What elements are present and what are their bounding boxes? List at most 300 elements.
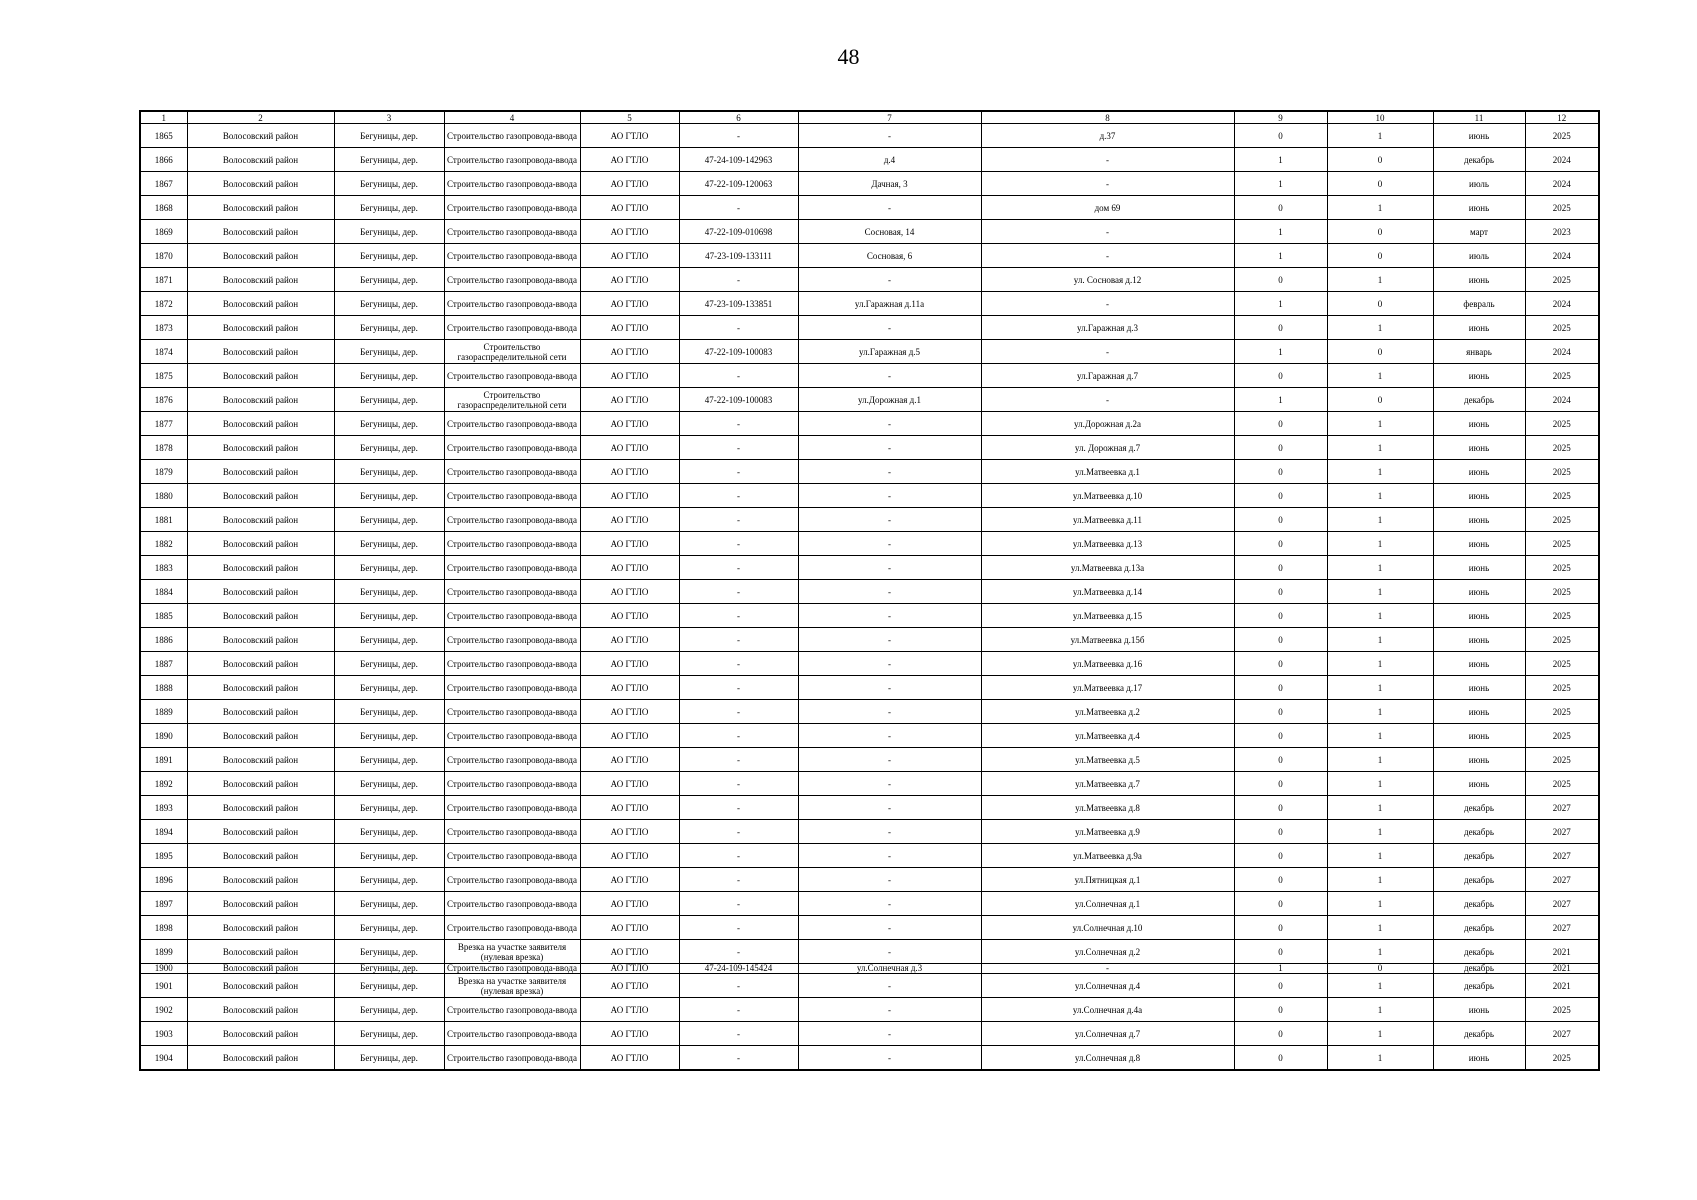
table-row xyxy=(140,244,1599,268)
cell-count-a: 0 xyxy=(1234,652,1327,676)
cell-count-b: 1 xyxy=(1327,974,1433,998)
cell-application-number: - xyxy=(679,316,798,340)
cell-work-type: Строительство газораспределительной сети xyxy=(444,340,580,364)
cell-application-number: - xyxy=(679,700,798,724)
cell-year: 2025 xyxy=(1525,700,1599,724)
table-row xyxy=(140,388,1599,412)
cell-row-number: 1904 xyxy=(140,1046,187,1071)
cell-year: 2027 xyxy=(1525,916,1599,940)
cell-district: Волосовский район xyxy=(187,580,334,604)
table-row xyxy=(140,652,1599,676)
cell-count-a: 1 xyxy=(1234,340,1327,364)
cell-application-number: 47-22-109-100083 xyxy=(679,340,798,364)
cell-settlement: Бегуницы, дер. xyxy=(334,292,444,316)
cell-application-number: - xyxy=(679,892,798,916)
column-header-4: 4 xyxy=(444,111,580,124)
cell-count-a: 1 xyxy=(1234,964,1327,974)
cell-district: Волосовский район xyxy=(187,244,334,268)
cell-application-number: - xyxy=(679,724,798,748)
cell-count-a: 0 xyxy=(1234,940,1327,964)
cell-organization: АО ГТЛО xyxy=(580,676,679,700)
cell-district: Волосовский район xyxy=(187,796,334,820)
cell-organization: АО ГТЛО xyxy=(580,772,679,796)
cell-address-planned: ул.Солнечная д.4 xyxy=(981,974,1234,998)
cell-address-planned: д.37 xyxy=(981,124,1234,148)
cell-application-number: - xyxy=(679,998,798,1022)
cell-address-planned: ул.Солнечная д.2 xyxy=(981,940,1234,964)
cell-count-b: 1 xyxy=(1327,652,1433,676)
table-row xyxy=(140,412,1599,436)
cell-organization: АО ГТЛО xyxy=(580,652,679,676)
table-row xyxy=(140,316,1599,340)
cell-row-number: 1871 xyxy=(140,268,187,292)
cell-district: Волосовский район xyxy=(187,292,334,316)
cell-address-planned: - xyxy=(981,172,1234,196)
cell-application-number: - xyxy=(679,508,798,532)
cell-row-number: 1884 xyxy=(140,580,187,604)
cell-district: Волосовский район xyxy=(187,844,334,868)
cell-count-a: 0 xyxy=(1234,556,1327,580)
column-header-5: 5 xyxy=(580,111,679,124)
cell-work-type: Строительство газопровода-ввода xyxy=(444,580,580,604)
cell-work-type: Строительство газопровода-ввода xyxy=(444,148,580,172)
cell-address-applied: - xyxy=(798,892,981,916)
table-row xyxy=(140,916,1599,940)
cell-application-number: - xyxy=(679,196,798,220)
cell-district: Волосовский район xyxy=(187,916,334,940)
cell-year: 2023 xyxy=(1525,220,1599,244)
cell-application-number: - xyxy=(679,940,798,964)
cell-work-type: Строительство газопровода-ввода xyxy=(444,628,580,652)
cell-district: Волосовский район xyxy=(187,532,334,556)
cell-count-a: 1 xyxy=(1234,244,1327,268)
cell-address-applied: - xyxy=(798,460,981,484)
cell-count-b: 1 xyxy=(1327,556,1433,580)
table-row xyxy=(140,700,1599,724)
cell-count-b: 1 xyxy=(1327,580,1433,604)
cell-count-b: 1 xyxy=(1327,820,1433,844)
cell-settlement: Бегуницы, дер. xyxy=(334,580,444,604)
cell-settlement: Бегуницы, дер. xyxy=(334,460,444,484)
cell-work-type: Строительство газопровода-ввода xyxy=(444,556,580,580)
cell-organization: АО ГТЛО xyxy=(580,1046,679,1071)
cell-organization: АО ГТЛО xyxy=(580,604,679,628)
cell-count-b: 0 xyxy=(1327,244,1433,268)
cell-application-number: - xyxy=(679,628,798,652)
cell-settlement: Бегуницы, дер. xyxy=(334,676,444,700)
cell-district: Волосовский район xyxy=(187,1046,334,1071)
cell-address-planned: ул.Матвеевка д.16 xyxy=(981,652,1234,676)
cell-work-type: Строительство газопровода-ввода xyxy=(444,748,580,772)
cell-count-b: 1 xyxy=(1327,604,1433,628)
cell-application-number: 47-22-109-120063 xyxy=(679,172,798,196)
cell-settlement: Бегуницы, дер. xyxy=(334,892,444,916)
cell-work-type: Строительство газопровода-ввода xyxy=(444,484,580,508)
cell-application-number: - xyxy=(679,124,798,148)
table-header-row xyxy=(140,111,1599,124)
table-row xyxy=(140,820,1599,844)
cell-count-a: 0 xyxy=(1234,998,1327,1022)
cell-organization: АО ГТЛО xyxy=(580,172,679,196)
cell-organization: АО ГТЛО xyxy=(580,196,679,220)
cell-district: Волосовский район xyxy=(187,892,334,916)
cell-district: Волосовский район xyxy=(187,364,334,388)
cell-application-number: - xyxy=(679,1022,798,1046)
cell-count-b: 1 xyxy=(1327,772,1433,796)
cell-year: 2025 xyxy=(1525,268,1599,292)
cell-district: Волосовский район xyxy=(187,556,334,580)
page-number: 48 xyxy=(837,44,860,69)
cell-organization: АО ГТЛО xyxy=(580,148,679,172)
cell-settlement: Бегуницы, дер. xyxy=(334,340,444,364)
cell-settlement: Бегуницы, дер. xyxy=(334,844,444,868)
cell-application-number: 47-23-109-133851 xyxy=(679,292,798,316)
cell-organization: АО ГТЛО xyxy=(580,796,679,820)
table-row xyxy=(140,340,1599,364)
cell-address-applied: - xyxy=(798,604,981,628)
cell-month: июнь xyxy=(1433,268,1525,292)
cell-month: декабрь xyxy=(1433,796,1525,820)
cell-row-number: 1900 xyxy=(140,964,187,974)
cell-district: Волосовский район xyxy=(187,700,334,724)
table-row xyxy=(140,292,1599,316)
cell-organization: АО ГТЛО xyxy=(580,580,679,604)
cell-work-type: Строительство газопровода-ввода xyxy=(444,844,580,868)
cell-district: Волосовский район xyxy=(187,388,334,412)
cell-organization: АО ГТЛО xyxy=(580,508,679,532)
cell-count-a: 0 xyxy=(1234,196,1327,220)
cell-application-number: - xyxy=(679,652,798,676)
cell-address-planned: ул.Солнечная д.7 xyxy=(981,1022,1234,1046)
cell-settlement: Бегуницы, дер. xyxy=(334,244,444,268)
cell-address-planned: ул.Матвеевка д.11 xyxy=(981,508,1234,532)
cell-application-number: - xyxy=(679,436,798,460)
cell-row-number: 1896 xyxy=(140,868,187,892)
cell-settlement: Бегуницы, дер. xyxy=(334,820,444,844)
cell-address-planned: ул. Дорожная д.7 xyxy=(981,436,1234,460)
cell-work-type: Строительство газопровода-ввода xyxy=(444,508,580,532)
cell-organization: АО ГТЛО xyxy=(580,268,679,292)
cell-count-b: 1 xyxy=(1327,916,1433,940)
cell-count-b: 1 xyxy=(1327,268,1433,292)
cell-application-number: - xyxy=(679,796,798,820)
table-row xyxy=(140,364,1599,388)
cell-count-b: 1 xyxy=(1327,700,1433,724)
cell-year: 2025 xyxy=(1525,724,1599,748)
cell-count-b: 0 xyxy=(1327,292,1433,316)
cell-settlement: Бегуницы, дер. xyxy=(334,700,444,724)
column-header-6: 6 xyxy=(679,111,798,124)
cell-work-type: Строительство газопровода-ввода xyxy=(444,1022,580,1046)
cell-district: Волосовский район xyxy=(187,460,334,484)
cell-row-number: 1866 xyxy=(140,148,187,172)
cell-month: июль xyxy=(1433,244,1525,268)
cell-address-applied: ул.Гаражная д.11а xyxy=(798,292,981,316)
cell-row-number: 1880 xyxy=(140,484,187,508)
cell-address-planned: - xyxy=(981,292,1234,316)
cell-address-applied: ул.Дорожная д.1 xyxy=(798,388,981,412)
cell-organization: АО ГТЛО xyxy=(580,436,679,460)
cell-application-number: - xyxy=(679,484,798,508)
cell-address-applied: - xyxy=(798,628,981,652)
cell-organization: АО ГТЛО xyxy=(580,316,679,340)
cell-application-number: 47-22-109-010698 xyxy=(679,220,798,244)
column-header-9: 9 xyxy=(1234,111,1327,124)
cell-count-b: 1 xyxy=(1327,892,1433,916)
cell-row-number: 1876 xyxy=(140,388,187,412)
cell-month: декабрь xyxy=(1433,964,1525,974)
cell-count-b: 1 xyxy=(1327,412,1433,436)
cell-count-b: 1 xyxy=(1327,676,1433,700)
cell-work-type: Строительство газопровода-ввода xyxy=(444,998,580,1022)
cell-count-a: 0 xyxy=(1234,460,1327,484)
cell-count-b: 1 xyxy=(1327,796,1433,820)
cell-year: 2021 xyxy=(1525,974,1599,998)
cell-year: 2024 xyxy=(1525,244,1599,268)
table-row xyxy=(140,484,1599,508)
cell-month: декабрь xyxy=(1433,148,1525,172)
cell-settlement: Бегуницы, дер. xyxy=(334,436,444,460)
cell-address-applied: - xyxy=(798,268,981,292)
cell-organization: АО ГТЛО xyxy=(580,628,679,652)
cell-organization: АО ГТЛО xyxy=(580,292,679,316)
table-row xyxy=(140,1022,1599,1046)
cell-count-a: 0 xyxy=(1234,364,1327,388)
cell-row-number: 1865 xyxy=(140,124,187,148)
cell-address-planned: ул.Матвеевка д.15 xyxy=(981,604,1234,628)
cell-row-number: 1885 xyxy=(140,604,187,628)
cell-count-b: 0 xyxy=(1327,964,1433,974)
cell-settlement: Бегуницы, дер. xyxy=(334,532,444,556)
cell-count-a: 0 xyxy=(1234,916,1327,940)
cell-row-number: 1899 xyxy=(140,940,187,964)
cell-month: июнь xyxy=(1433,460,1525,484)
cell-count-a: 1 xyxy=(1234,292,1327,316)
cell-address-applied: ул.Солнечная д.3 xyxy=(798,964,981,974)
cell-month: июнь xyxy=(1433,124,1525,148)
column-header-7: 7 xyxy=(798,111,981,124)
cell-count-b: 0 xyxy=(1327,388,1433,412)
cell-district: Волосовский район xyxy=(187,724,334,748)
cell-address-planned: ул.Солнечная д.1 xyxy=(981,892,1234,916)
cell-count-a: 0 xyxy=(1234,748,1327,772)
cell-row-number: 1895 xyxy=(140,844,187,868)
cell-work-type: Строительство газопровода-ввода xyxy=(444,868,580,892)
cell-work-type: Строительство газопровода-ввода xyxy=(444,460,580,484)
column-header-12: 12 xyxy=(1525,111,1599,124)
cell-count-b: 1 xyxy=(1327,196,1433,220)
cell-address-applied: - xyxy=(798,844,981,868)
cell-district: Волосовский район xyxy=(187,820,334,844)
cell-address-applied: - xyxy=(798,364,981,388)
cell-address-planned: - xyxy=(981,220,1234,244)
cell-year: 2025 xyxy=(1525,412,1599,436)
cell-address-applied: - xyxy=(798,940,981,964)
cell-count-a: 0 xyxy=(1234,124,1327,148)
table-row xyxy=(140,436,1599,460)
cell-count-a: 0 xyxy=(1234,316,1327,340)
cell-district: Волосовский район xyxy=(187,604,334,628)
cell-row-number: 1903 xyxy=(140,1022,187,1046)
cell-address-planned: ул.Гаражная д.3 xyxy=(981,316,1234,340)
table-row xyxy=(140,628,1599,652)
cell-address-planned: ул.Солнечная д.10 xyxy=(981,916,1234,940)
cell-row-number: 1877 xyxy=(140,412,187,436)
cell-address-applied: - xyxy=(798,196,981,220)
cell-application-number: - xyxy=(679,868,798,892)
cell-settlement: Бегуницы, дер. xyxy=(334,316,444,340)
table-row xyxy=(140,1046,1599,1071)
column-header-2: 2 xyxy=(187,111,334,124)
cell-month: декабрь xyxy=(1433,388,1525,412)
cell-application-number: - xyxy=(679,556,798,580)
cell-settlement: Бегуницы, дер. xyxy=(334,148,444,172)
cell-year: 2024 xyxy=(1525,148,1599,172)
cell-organization: АО ГТЛО xyxy=(580,964,679,974)
cell-district: Волосовский район xyxy=(187,484,334,508)
cell-month: июнь xyxy=(1433,316,1525,340)
cell-application-number: 47-22-109-100083 xyxy=(679,388,798,412)
cell-row-number: 1879 xyxy=(140,460,187,484)
table-row xyxy=(140,998,1599,1022)
cell-address-planned: - xyxy=(981,148,1234,172)
cell-settlement: Бегуницы, дер. xyxy=(334,796,444,820)
cell-address-applied: - xyxy=(798,820,981,844)
cell-work-type: Строительство газопровода-ввода xyxy=(444,916,580,940)
cell-year: 2027 xyxy=(1525,796,1599,820)
cell-month: июнь xyxy=(1433,998,1525,1022)
cell-year: 2027 xyxy=(1525,820,1599,844)
table-row xyxy=(140,796,1599,820)
cell-settlement: Бегуницы, дер. xyxy=(334,388,444,412)
cell-count-b: 1 xyxy=(1327,1022,1433,1046)
cell-month: июнь xyxy=(1433,604,1525,628)
cell-count-b: 0 xyxy=(1327,220,1433,244)
cell-work-type: Строительство газопровода-ввода xyxy=(444,676,580,700)
table-row xyxy=(140,556,1599,580)
cell-settlement: Бегуницы, дер. xyxy=(334,868,444,892)
cell-work-type: Строительство газопровода-ввода xyxy=(444,220,580,244)
cell-work-type: Строительство газопровода-ввода xyxy=(444,820,580,844)
cell-month: июнь xyxy=(1433,628,1525,652)
cell-count-b: 1 xyxy=(1327,316,1433,340)
cell-application-number: - xyxy=(679,748,798,772)
cell-district: Волосовский район xyxy=(187,676,334,700)
cell-address-planned: дом 69 xyxy=(981,196,1234,220)
cell-address-planned: ул.Матвеевка д.15б xyxy=(981,628,1234,652)
cell-work-type: Строительство газопровода-ввода xyxy=(444,124,580,148)
cell-address-applied: - xyxy=(798,316,981,340)
cell-address-planned: ул.Матвеевка д.5 xyxy=(981,748,1234,772)
cell-settlement: Бегуницы, дер. xyxy=(334,628,444,652)
gas-connection-table xyxy=(139,110,1600,1071)
cell-organization: АО ГТЛО xyxy=(580,484,679,508)
table-row xyxy=(140,196,1599,220)
cell-count-a: 1 xyxy=(1234,220,1327,244)
cell-address-planned: - xyxy=(981,340,1234,364)
cell-address-planned: ул.Матвеевка д.10 xyxy=(981,484,1234,508)
cell-organization: АО ГТЛО xyxy=(580,724,679,748)
cell-settlement: Бегуницы, дер. xyxy=(334,172,444,196)
cell-count-b: 1 xyxy=(1327,868,1433,892)
cell-count-b: 1 xyxy=(1327,508,1433,532)
cell-settlement: Бегуницы, дер. xyxy=(334,1046,444,1071)
cell-month: февраль xyxy=(1433,292,1525,316)
cell-year: 2025 xyxy=(1525,772,1599,796)
cell-address-planned: ул.Матвеевка д.2 xyxy=(981,700,1234,724)
column-header-8: 8 xyxy=(981,111,1234,124)
cell-district: Волосовский район xyxy=(187,1022,334,1046)
cell-count-a: 0 xyxy=(1234,892,1327,916)
cell-district: Волосовский район xyxy=(187,964,334,974)
cell-row-number: 1886 xyxy=(140,628,187,652)
cell-organization: АО ГТЛО xyxy=(580,1022,679,1046)
cell-address-applied: - xyxy=(798,998,981,1022)
cell-count-a: 0 xyxy=(1234,676,1327,700)
cell-count-b: 0 xyxy=(1327,340,1433,364)
cell-application-number: 47-23-109-133111 xyxy=(679,244,798,268)
cell-address-planned: ул.Матвеевка д.1 xyxy=(981,460,1234,484)
cell-work-type: Строительство газопровода-ввода xyxy=(444,436,580,460)
table-row xyxy=(140,172,1599,196)
cell-organization: АО ГТЛО xyxy=(580,124,679,148)
cell-row-number: 1892 xyxy=(140,772,187,796)
cell-work-type: Строительство газопровода-ввода xyxy=(444,292,580,316)
cell-district: Волосовский район xyxy=(187,652,334,676)
cell-count-a: 0 xyxy=(1234,628,1327,652)
table-row xyxy=(140,604,1599,628)
cell-district: Волосовский район xyxy=(187,124,334,148)
cell-count-a: 0 xyxy=(1234,604,1327,628)
cell-count-b: 0 xyxy=(1327,172,1433,196)
cell-work-type: Строительство газопровода-ввода xyxy=(444,196,580,220)
cell-count-a: 0 xyxy=(1234,772,1327,796)
cell-address-planned: ул.Матвеевка д.7 xyxy=(981,772,1234,796)
cell-application-number: - xyxy=(679,974,798,998)
cell-year: 2025 xyxy=(1525,532,1599,556)
cell-month: июнь xyxy=(1433,508,1525,532)
cell-address-applied: - xyxy=(798,1046,981,1071)
cell-settlement: Бегуницы, дер. xyxy=(334,124,444,148)
cell-count-a: 0 xyxy=(1234,700,1327,724)
cell-month: июнь xyxy=(1433,196,1525,220)
table-row xyxy=(140,268,1599,292)
cell-organization: АО ГТЛО xyxy=(580,460,679,484)
cell-year: 2025 xyxy=(1525,580,1599,604)
cell-row-number: 1872 xyxy=(140,292,187,316)
cell-row-number: 1889 xyxy=(140,700,187,724)
cell-count-b: 1 xyxy=(1327,484,1433,508)
cell-work-type: Строительство газопровода-ввода xyxy=(444,1046,580,1071)
cell-month: июнь xyxy=(1433,748,1525,772)
cell-count-a: 0 xyxy=(1234,268,1327,292)
cell-settlement: Бегуницы, дер. xyxy=(334,220,444,244)
cell-month: декабрь xyxy=(1433,868,1525,892)
cell-count-a: 0 xyxy=(1234,796,1327,820)
cell-count-a: 0 xyxy=(1234,484,1327,508)
table-row xyxy=(140,748,1599,772)
cell-row-number: 1874 xyxy=(140,340,187,364)
cell-row-number: 1894 xyxy=(140,820,187,844)
cell-application-number: - xyxy=(679,412,798,436)
cell-year: 2021 xyxy=(1525,964,1599,974)
cell-organization: АО ГТЛО xyxy=(580,892,679,916)
cell-address-planned: ул.Матвеевка д.13а xyxy=(981,556,1234,580)
cell-row-number: 1901 xyxy=(140,974,187,998)
cell-count-b: 1 xyxy=(1327,940,1433,964)
cell-count-a: 0 xyxy=(1234,844,1327,868)
cell-address-planned: ул.Матвеевка д.17 xyxy=(981,676,1234,700)
